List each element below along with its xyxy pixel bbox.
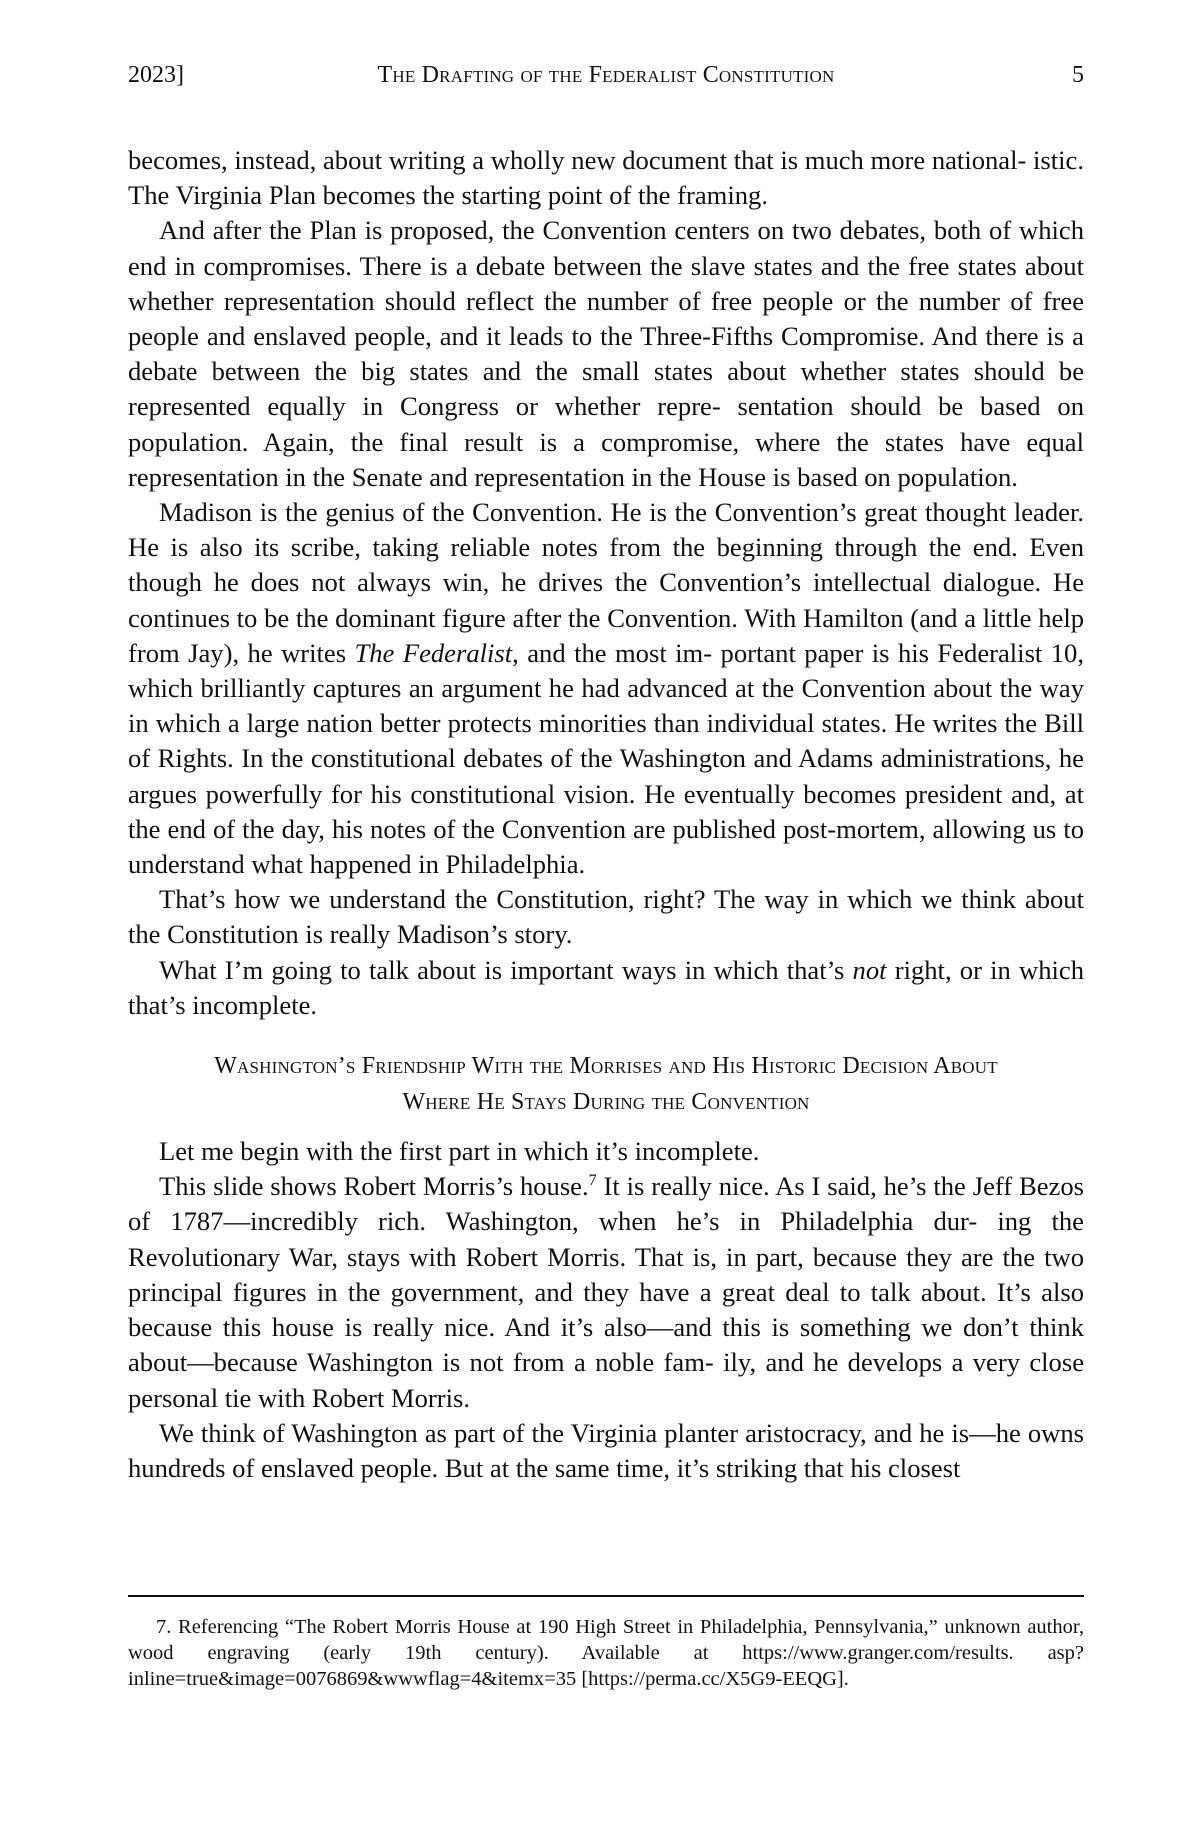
emphasis-italic: not [852,954,887,985]
footnote-7 [128,1614,1084,1692]
paragraph-madison-story: That’s how we understand the Constitution, right? The way in which we think about the Constitution is really Madison’s story. [128,884,1084,950]
paragraph-begin: Let me begin with the first part in which it’s incomplete. [159,1136,760,1167]
footnotes [128,1614,1084,1692]
footnote-divider [128,1595,1084,1597]
section-heading-line-2: Where He Stays During the Convention [402,1089,810,1116]
paragraph-text: What I’m going to talk about is important ways in which that’s [159,954,853,985]
section-heading [128,1048,1084,1120]
journal-year: 2023] [128,62,184,88]
article-title: The Drafting of the Federalist Constitution [377,62,835,88]
page-number: 5 [1072,62,1084,88]
paragraph-text: Madison is the genius of the Convention. He is the Convention’s great thought leader. He is also its scribe, taking reliable notes from the beginning through the end. Even though he does not always win, he drives the Convention’s intellectual dialogue. He continues to be the dominant figure after the Convention. With Hamilton (and a little help from Jay), he writes [128,497,1084,668]
paragraph-planter-aristocracy: We think of Washington as part of the Virginia planter aristocracy, and he is—he owns hundreds of enslaved people. But at the same time, it’s striking that his closest [128,1417,1084,1483]
running-head [128,58,1084,92]
body-text [128,143,1084,1486]
page [128,0,1084,1824]
paragraph-text: right, or in which that’s incomplete. [128,954,1084,1020]
footnote-text: Referencing “The Robert Morris House at 190 High Street in Philadelphia, Pennsylvania,” unknown author, wood engraving (early 19th century). Available at https://www.granger.com/results. asp?inline=true&image=0076869&wwwflag=4&itemx=35 [https://perma.cc/X5G9-EEQG]. [128,1616,1084,1690]
paragraph-continued: becomes, instead, about writing a wholly new document that is much more national- istic. The Virginia Plan becomes the starting point of the framing. [128,145,1084,211]
paragraph-incomplete [128,953,1084,1023]
footnote-reference[interactable]: 7 [588,1172,597,1190]
footnote-number: 7. [156,1616,172,1638]
book-title-italic: The Federalist [354,637,513,668]
paragraph-text: , and the most im- portant paper is his Federalist 10, which brilliantly captures an argument he had advanced at the Convention about the way in which a large nation better protects minorities than individual states. He writes the Bill of Rights. In the constitutional debates of the Washington and Adams administrations, he argues powerfully for his constitutional vision. He eventually becomes president and, at the end of the day, his notes of the Convention are published post-mortem, allowing us to understand what happened in Philadelphia. [128,637,1084,880]
paragraph-text: It is really nice. As I said, he’s the Jeff Bezos of 1787—incredibly rich. Washington, when he’s in Philadelphia dur- ing the Revolutionary War, stays with Robert Morris. That is, in part, because they are the two principal figures in the government, and they have a great deal to talk about. It’s also because this house is really nice. And it’s also—and this is something we don’t think about—because Washington is not from a noble fam- ily, and he develops a very close personal tie with Robert Morris. [128,1171,1084,1413]
paragraph-convention-debates: And after the Plan is proposed, the Convention centers on two debates, both of which end in compromises. There is a debate between the slave states and the free states about whether representation should reflect the number of free people or the number of free people and enslaved people, and it leads to the Three-Fifths Compromise. And there is a debate between the big states and the small states about whether states should be represented equally in Congress or whether repre- sentation should be based on population. Again, the final result is a compromise, where the states have equal representation in the Senate and representation in the House is based on population. [128,215,1084,492]
paragraph-madison [128,495,1084,882]
paragraph-text: This slide shows Robert Morris’s house. [159,1171,589,1202]
paragraph-morris-house [128,1169,1084,1415]
section-heading-line-1: Washington’s Friendship With the Morrises and His Historic Decision About [214,1053,998,1080]
